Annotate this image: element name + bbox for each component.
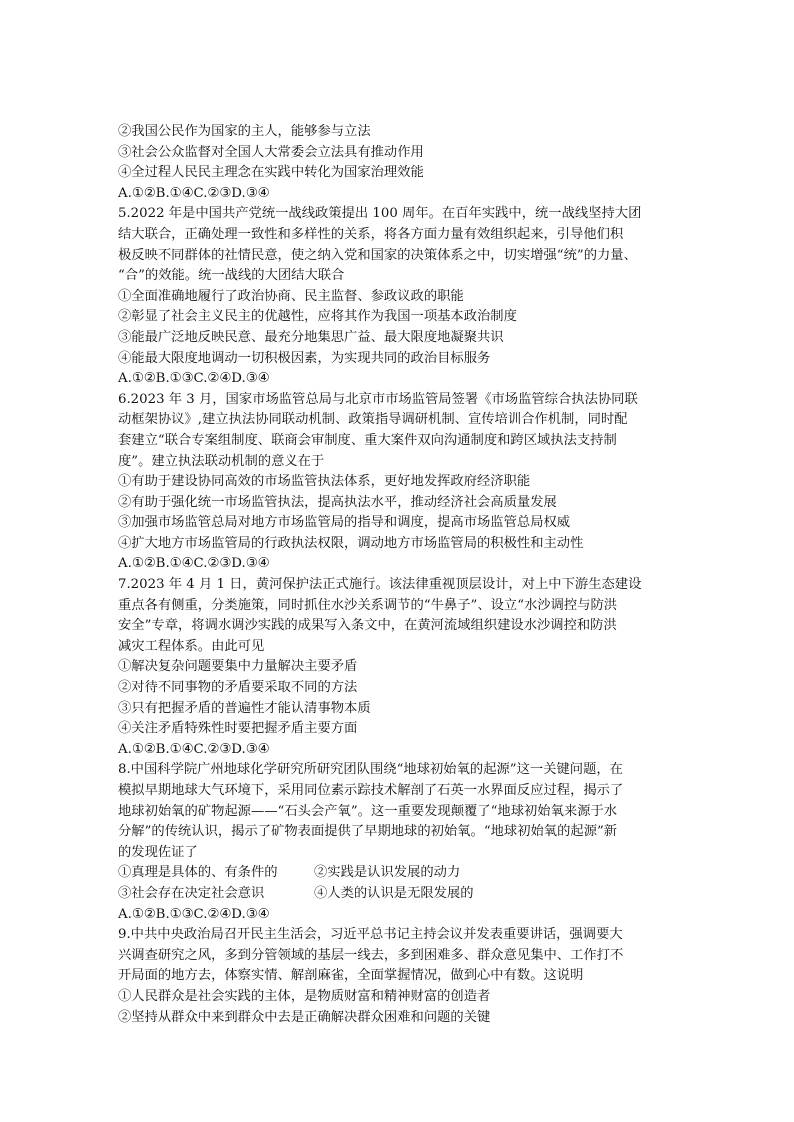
question-stem-line: 动框架协议》,建立执法协同联动机制、政策指导调研机制、宣传培训合作机制，同时配 bbox=[118, 412, 628, 428]
question-stem-line: 9.中共中央政治局召开民主生活会，习近平总书记主持会议并发表重要讲话，强调要大 bbox=[118, 927, 623, 943]
option-line: ②坚持从群众中来到群众中去是正确解决群众困难和问题的关键 bbox=[118, 1009, 491, 1025]
option-row bbox=[118, 884, 683, 905]
question-stem-line: 减灾工程体系。由此可见 bbox=[118, 638, 265, 654]
option-line: ③能最广泛地反映民意、最充分地集思广益、最大限度地凝聚共识 bbox=[118, 329, 504, 345]
question-stem-line: 的发现佐证了 bbox=[118, 844, 198, 860]
question-stem-line: “合”的效能。统一战线的大团结大联合 bbox=[118, 268, 345, 284]
question-7 bbox=[118, 575, 683, 760]
question-6 bbox=[118, 390, 683, 575]
option-line: ④关注矛盾特殊性时要把握矛盾主要方面 bbox=[118, 721, 358, 737]
question-stem-line: 兴调查研究之风，多到分管领域的基层一线去，多到困难多、群众意见集中、工作打不 bbox=[118, 947, 624, 963]
option-line: ①全面准确地履行了政治协商、民主监督、参政议政的职能 bbox=[118, 288, 464, 304]
option-line: ②我国公民作为国家的主人，能够参与立法 bbox=[118, 124, 371, 139]
option-row bbox=[118, 863, 683, 884]
question-stem-line: 极反映不同群体的社情民意，使之纳入党和国家的决策体系之中，切实增强“统”的力量、 bbox=[118, 247, 637, 263]
option-line: ②彰显了社会主义民主的优越性，应将其作为我国一项基本政治制度 bbox=[118, 309, 517, 325]
option-line: ①真理是具体的、有条件的 bbox=[118, 865, 278, 881]
question-8 bbox=[118, 760, 683, 925]
question-5 bbox=[118, 204, 683, 389]
option-line: ④扩大地方市场监管局的行政执法权限，调动地方市场监管局的积极性和主动性 bbox=[118, 535, 584, 551]
question-stem-line: 安全”专章，将调水调沙实践的成果写入条文中，在黄河流域组织建设水沙调控和防洪 bbox=[118, 618, 617, 634]
question-stem-line: 7.2023 年 4 月 1 日，黄河保护法正式施行。该法律重视顶层设计，对上中下游生态建设 bbox=[118, 577, 642, 593]
question-stem-line: 度”。建立执法联动机制的意义在于 bbox=[118, 453, 325, 469]
question-stem-line: 模拟早期地球大气环境下，采用同位素示踪技术解剖了石英一水界面反应过程，揭示了 bbox=[118, 783, 624, 798]
question-stem-line: 结大联合，正确处理一致性和多样性的关系，将各方面力量有效组织起来，引导他们积 bbox=[118, 226, 624, 242]
option-line: ③社会存在决定社会意识 bbox=[118, 885, 265, 901]
option-line: ②实践是认识发展的动力 bbox=[314, 865, 461, 881]
question-9 bbox=[118, 925, 683, 1028]
answer-choices: A.①②B.①④C.②③D.③④ bbox=[118, 556, 270, 572]
option-line: ④能最大限度地调动一切积极因素，为实现共同的政治目标服务 bbox=[118, 350, 491, 366]
question-stem-line: 分解”的传统认识，揭示了矿物表面提供了早期地球的初始氧。“地球初始氧的起源”新 bbox=[118, 824, 618, 840]
answer-choices: A.①②B.①④C.②③D.③④ bbox=[118, 185, 270, 201]
question-text-block bbox=[118, 122, 683, 1028]
question-stem-line: 8.中国科学院广州地球化学研究所研究团队围绕“地球初始氧的起源”这一关键问题，在 bbox=[118, 762, 623, 778]
option-line: ①有助于建设协同高效的市场监管执法体系，更好地发挥政府经济职能 bbox=[118, 474, 531, 490]
answer-choices: A.①②B.①④C.②③D.③④ bbox=[118, 741, 270, 757]
question-4-tail bbox=[118, 122, 683, 204]
option-line: ①人民群众是社会实践的主体，是物质财富和精神财富的创造者 bbox=[118, 988, 491, 1004]
option-line: ③加强市场监管总局对地方市场监管局的指导和调度，提高市场监管总局权威 bbox=[118, 515, 571, 531]
option-line: ②对待不同事物的矛盾要采取不同的方法 bbox=[118, 680, 358, 696]
option-line: ①解决复杂问题要集中力量解决主要矛盾 bbox=[118, 659, 358, 675]
answer-choices: A.①②B.①③C.②④D.③④ bbox=[118, 371, 270, 387]
question-stem-line: 重点各有侧重，分类施策，同时抓住水沙关系调节的“牛鼻子”、设立“水沙调控与防洪 bbox=[118, 597, 618, 613]
question-stem-line: 6.2023 年 3 月，国家市场监管总局与北京市市场监管局签署《市场监管综合执法协同联 bbox=[118, 391, 638, 407]
option-line: ③只有把握矛盾的普遍性才能认清事物本质 bbox=[118, 700, 371, 716]
question-stem-line: 开局面的地方去，体察实情、解剖麻雀，全面掌握情况，做到心中有数。这说明 bbox=[118, 968, 584, 984]
option-line: ②有助于强化统一市场监管执法，提高执法水平，推动经济社会高质量发展 bbox=[118, 494, 557, 510]
answer-choices: A.①②B.①③C.②④D.③④ bbox=[118, 906, 270, 922]
option-line: ④全过程人民民主理念在实践中转化为国家治理效能 bbox=[118, 165, 424, 181]
option-line: ③社会公众监督对全国人大常委会立法具有推动作用 bbox=[118, 144, 424, 160]
question-stem-line: 5.2022 年是中国共产党统一战线政策提出 100 周年。在百年实践中，统一战线坚持大团 bbox=[118, 206, 642, 222]
question-stem-line: 套建立“联合专案组制度、联商会审制度、重大案件双向沟通制度和跨区域执法支持制 bbox=[118, 432, 617, 448]
question-stem-line: 地球初始氧的矿物起源——“石头会产氧”。这一重要发现颠覆了“地球初始氧来源于水 bbox=[118, 803, 618, 819]
option-line: ④人类的认识是无限发展的 bbox=[314, 885, 474, 901]
